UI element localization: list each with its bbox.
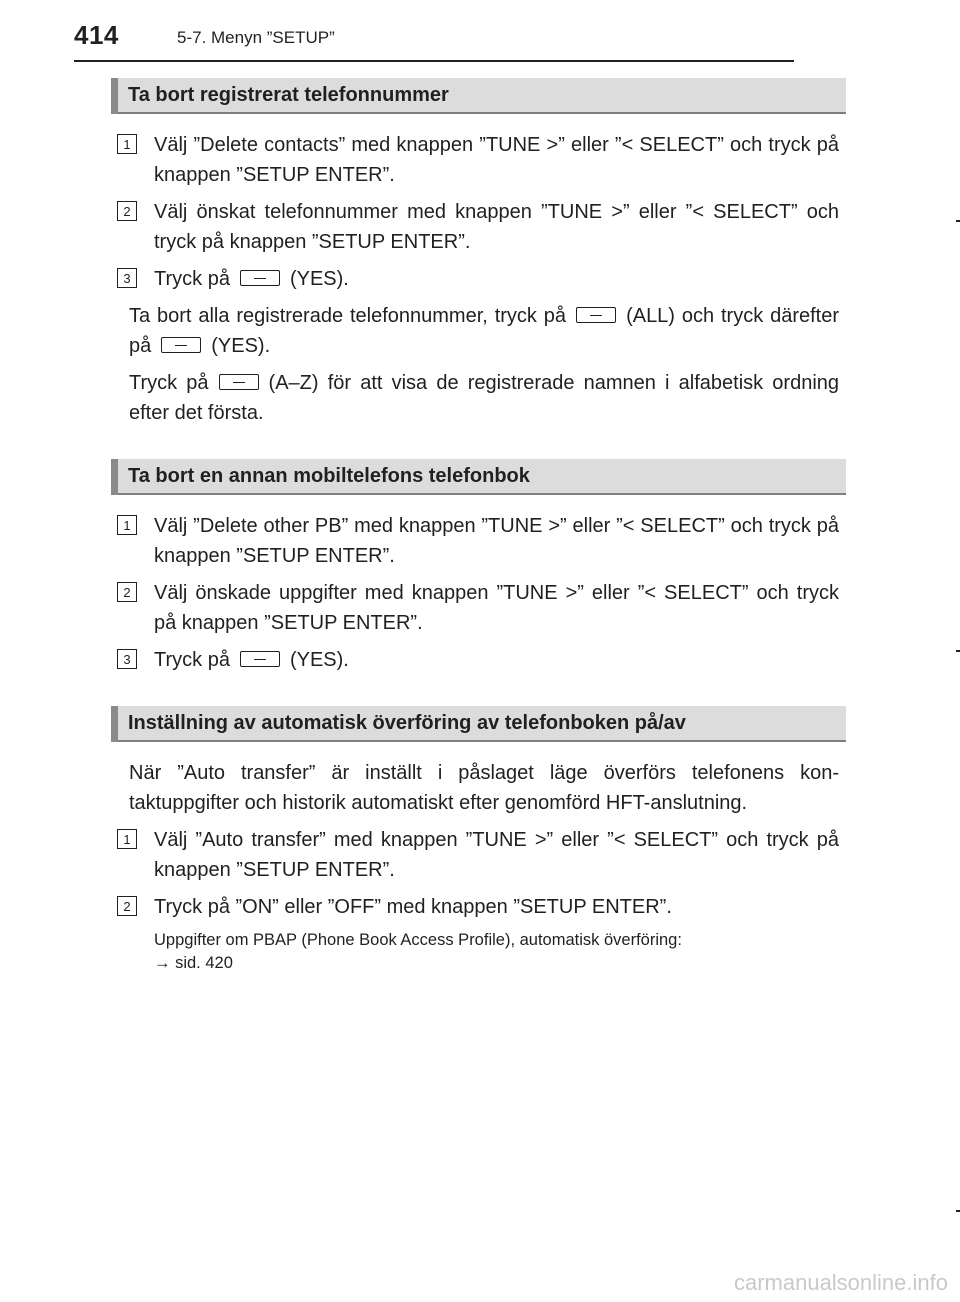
step-number: 2 [117,896,137,916]
step-number: 3 [117,268,137,288]
step-item [111,645,839,675]
paragraph: När ”Auto transfer” är inställt i påslaget läge överförs telefonens kon-taktuppgifter och historik automatiskt efter genomförd HFT-anslutning. [129,762,839,814]
page-content [111,78,846,975]
section-title: Ta bort registrerat telefonnummer [128,84,449,106]
section-header-auto-transfer [111,706,846,742]
step-number: 2 [117,201,137,221]
step-text: Tryck på [154,649,230,671]
note [111,929,839,975]
note-text: Uppgifter om PBAP (Phone Book Access Profile), automatisk överföring: [154,931,682,949]
step-number: 1 [117,515,137,535]
paragraph-text: (A–Z) för att visa de registrerade namnen i alfabetisk ordning efter det första. [129,372,840,424]
margin-tick [956,220,960,222]
paragraph-text: (ALL) och tryck därefter på [129,305,840,357]
paragraph [111,301,839,361]
section-header-delete-number [111,78,846,114]
step-text: Välj önskat telefonnummer med knappen ”TUNE >” eller ”< SELECT” och tryck på knappen ”SETUP ENTER”. [154,201,839,253]
step-item [111,264,839,294]
page-reference-link[interactable]: → sid. 420 [154,954,233,972]
step-item [111,197,839,257]
spacer [111,435,846,459]
step-number: 1 [117,134,137,154]
step-item [111,578,839,638]
page-number: 414 [74,20,119,50]
section-title: Inställning av automatisk överföring av telefonboken på/av [128,712,686,734]
soft-key-icon [576,307,616,323]
step-text: Tryck på ”ON” eller ”OFF” med knappen ”SETUP ENTER”. [154,896,672,918]
section-title: Ta bort en annan mobiltelefons telefonbok [128,465,530,487]
step-number: 3 [117,649,137,669]
chapter-title: 5-7. Menyn ”SETUP” [177,28,335,47]
step-item [111,130,839,190]
soft-key-icon [240,651,280,667]
step-text: Tryck på [154,268,230,290]
soft-key-icon [219,374,259,390]
section-bar [111,78,118,114]
step-text: (YES). [289,268,349,290]
step-number: 1 [117,829,137,849]
paragraph-text: Ta bort alla registrerade telefonnummer, tryck på [129,305,567,327]
paragraph-text: Tryck på [129,372,209,394]
paragraph-text: (YES). [211,335,271,357]
step-item [111,511,839,571]
section-bar [111,459,118,495]
watermark: carmanualsonline.info [733,1270,948,1295]
section-header-delete-phonebook [111,459,846,495]
step-text: Välj ”Delete contacts” med knappen ”TUNE >” eller ”< SELECT” och tryck på knappen ”SETUP ENTER”. [154,134,839,186]
step-item [111,825,839,885]
step-text: (YES). [289,649,349,671]
step-number: 2 [117,582,137,602]
margin-tick [956,1210,960,1212]
step-text: Välj önskade uppgifter med knappen ”TUNE >” eller ”< SELECT” och tryck på knappen ”SETUP ENTER”. [154,582,839,634]
section-bar [111,706,118,742]
soft-key-icon [161,337,201,353]
header-rule [74,60,794,62]
step-text: Välj ”Auto transfer” med knappen ”TUNE >” eller ”< SELECT” och tryck på knappen ”SETUP ENTER”. [154,829,839,881]
margin-tick [956,650,960,652]
soft-key-icon [240,270,280,286]
paragraph [111,368,839,428]
step-item [111,892,839,922]
step-text: Välj ”Delete other PB” med knappen ”TUNE >” eller ”< SELECT” och tryck på knappen ”SETUP ENTER”. [154,515,839,567]
spacer [111,682,846,706]
